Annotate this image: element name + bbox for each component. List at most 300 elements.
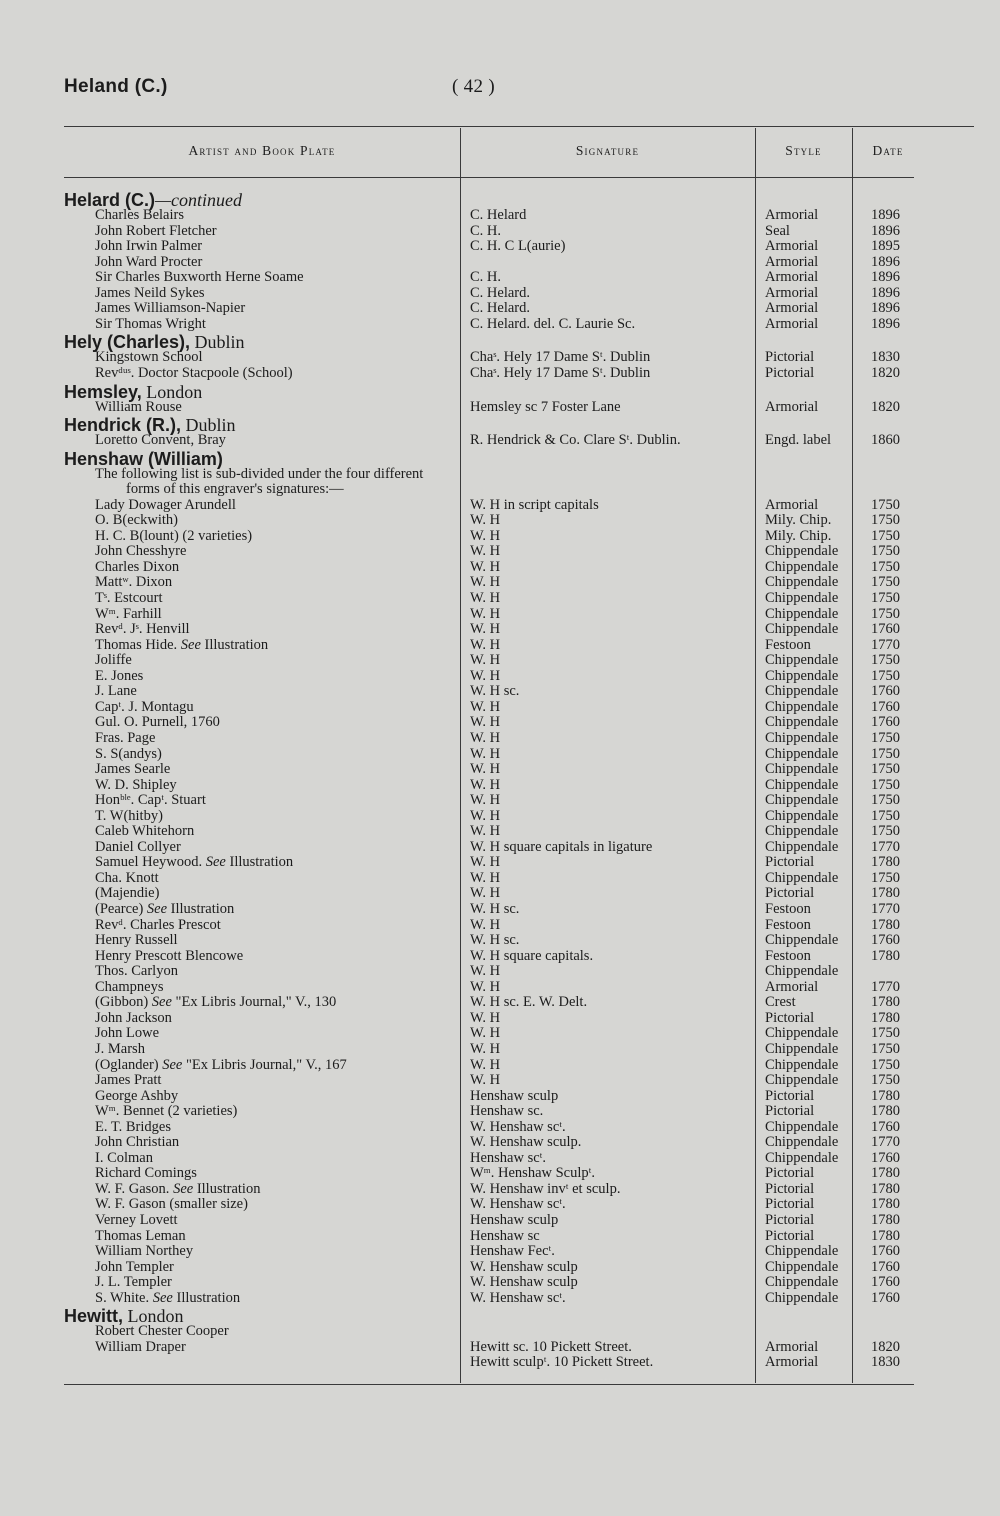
style-cell: Chippendale xyxy=(765,558,839,575)
signature-cell: Henshaw sc. xyxy=(470,1103,544,1120)
style-cell: Chippendale xyxy=(765,745,839,762)
table-row xyxy=(0,902,1000,917)
book-plate-owner: John Irwin Palmer xyxy=(95,238,203,255)
signature-cell: W. H xyxy=(470,590,501,606)
book-plate-owner: Sir Thomas Wright xyxy=(95,315,206,332)
table-row xyxy=(0,622,1000,637)
style-cell: Chippendale xyxy=(765,869,839,886)
table-row xyxy=(0,886,1000,901)
date-cell: 1780 xyxy=(871,1087,900,1104)
date-cell: 1780 xyxy=(871,916,900,933)
date-cell: 1750 xyxy=(871,543,900,560)
signature-cell: W. H xyxy=(470,963,501,980)
style-cell: Chippendale xyxy=(765,963,839,980)
signature-cell: Henshaw sc xyxy=(470,1227,540,1244)
table-row xyxy=(0,669,1000,684)
engraver-heading-suffix: Dublin xyxy=(190,332,245,353)
signature-cell: Wᵐ. Henshaw Sculpᵗ. xyxy=(470,1165,596,1182)
table-row xyxy=(0,317,1000,332)
date-cell: 1750 xyxy=(871,745,900,762)
table-row xyxy=(0,980,1000,995)
signature-cell: W. H xyxy=(470,558,501,575)
table-row xyxy=(0,1166,1000,1181)
book-plate-owner: Wᵐ. Farhill xyxy=(95,605,162,622)
style-cell: Chippendale xyxy=(765,1289,839,1306)
book-plate-owner: William Northey xyxy=(95,1243,194,1260)
book-plate-owner: Thos. Carlyon xyxy=(95,963,178,980)
date-cell: 1780 xyxy=(871,854,900,871)
table-row xyxy=(0,700,1000,715)
book-plate-owner: E. Jones xyxy=(95,667,144,684)
book-plate-owner: Kingstown School xyxy=(95,349,203,366)
style-cell: Pictorial xyxy=(765,1227,815,1244)
signature-cell: C. Helard xyxy=(470,207,527,223)
date-cell: 1750 xyxy=(871,1056,900,1073)
date-cell: 1820 xyxy=(871,364,900,381)
signature-cell: W. H sc. xyxy=(470,932,520,949)
list-note: The following list is sub-divided under the four different xyxy=(95,465,424,482)
date-cell: 1780 xyxy=(871,1196,900,1213)
table-row xyxy=(0,855,1000,870)
style-cell: Chippendale xyxy=(765,823,839,840)
table-row xyxy=(0,1244,1000,1259)
signature-cell: W. H xyxy=(470,714,501,731)
table-row xyxy=(0,1089,1000,1104)
table-row xyxy=(0,840,1000,855)
date-cell: 1780 xyxy=(871,1227,900,1244)
signature-cell: W. Henshaw scᵗ. xyxy=(470,1118,566,1135)
table-row xyxy=(0,433,1000,448)
date-cell: 1780 xyxy=(871,947,900,964)
book-plate-owner: (Gibbon) See "Ex Libris Journal," V., 130 xyxy=(95,994,337,1011)
table-row xyxy=(0,1182,1000,1197)
style-cell: Seal xyxy=(765,222,790,239)
date-cell: 1760 xyxy=(871,714,900,731)
date-cell: 1770 xyxy=(871,978,900,995)
signature-cell: W. H xyxy=(470,1072,501,1089)
signature-cell: W. Henshaw sculp xyxy=(470,1258,578,1275)
header-rule xyxy=(64,177,914,178)
signature-cell: C. H. xyxy=(470,269,502,286)
date-cell: 1750 xyxy=(871,729,900,746)
signature-cell: W. H xyxy=(470,1025,501,1042)
engraver-heading: Hewitt, London xyxy=(64,1306,184,1327)
style-cell: Chippendale xyxy=(765,807,839,824)
style-cell: Festoon xyxy=(765,947,811,964)
book-plate-owner: S. S(andys) xyxy=(95,745,162,762)
style-cell: Pictorial xyxy=(765,1196,815,1213)
style-cell: Chippendale xyxy=(765,776,839,793)
signature-cell: Henshaw sculp xyxy=(470,1212,559,1228)
date-cell: 1760 xyxy=(871,1258,900,1275)
table-row xyxy=(0,286,1000,301)
table-row xyxy=(0,255,1000,270)
date-cell: 1780 xyxy=(871,994,900,1011)
book-plate-owner: Henry Russell xyxy=(95,932,178,949)
engraver-heading: Hendrick (R.), Dublin xyxy=(64,415,236,436)
style-cell: Mily. Chip. xyxy=(765,527,832,544)
signature-cell: W. H xyxy=(470,1040,501,1057)
table-row xyxy=(0,208,1000,223)
book-plate-owner: Capᵗ. J. Montagu xyxy=(95,698,194,715)
date-cell: 1820 xyxy=(871,1338,900,1355)
table-row xyxy=(0,544,1000,559)
table-row xyxy=(0,1275,1000,1290)
style-cell: Chippendale xyxy=(765,1243,839,1260)
table-row xyxy=(0,1291,1000,1306)
signature-cell: W. H square capitals. xyxy=(470,947,594,964)
style-cell: Chippendale xyxy=(765,1134,839,1151)
style-cell: Festoon xyxy=(765,916,811,933)
book-plate-owner: W. F. Gason (smaller size) xyxy=(95,1196,248,1213)
date-cell: 1895 xyxy=(871,238,900,255)
table-row xyxy=(0,1324,1000,1339)
book-plate-owner: John Christian xyxy=(95,1134,180,1151)
signature-cell: W. H xyxy=(470,512,501,529)
engraver-heading-suffix: London xyxy=(123,1306,184,1327)
book-plate-owner: James Williamson-Napier xyxy=(95,300,246,317)
date-cell: 1760 xyxy=(871,1243,900,1260)
signature-cell: Chaˢ. Hely 17 Dame Sᵗ. Dublin xyxy=(470,364,651,381)
style-cell: Armorial xyxy=(765,398,819,415)
book-plate-owner: John Robert Fletcher xyxy=(95,222,217,239)
book-plate-owner: Cha. Knott xyxy=(95,869,159,886)
date-cell: 1750 xyxy=(871,574,900,591)
style-cell: Armorial xyxy=(765,253,819,270)
date-cell: 1780 xyxy=(871,1180,900,1197)
date-cell: 1750 xyxy=(871,869,900,886)
book-plate-owner: J. Marsh xyxy=(95,1040,145,1057)
style-cell: Chippendale xyxy=(765,1072,839,1089)
style-cell: Chippendale xyxy=(765,605,839,622)
signature-cell: W. Henshaw sculp. xyxy=(470,1134,582,1151)
style-cell: Armorial xyxy=(765,1354,819,1371)
book-plate-owner: Daniel Collyer xyxy=(95,838,181,855)
see-reference: See xyxy=(146,901,168,917)
book-plate-owner: Tˢ. Estcourt xyxy=(95,590,163,606)
signature-cell: W. H in script capitals xyxy=(470,496,599,513)
list-note: forms of this engraver's signatures:— xyxy=(126,481,344,498)
book-plate-owner: Sir Charles Buxworth Herne Soame xyxy=(95,269,304,286)
date-cell: 1760 xyxy=(871,683,900,700)
signature-cell: Hewitt sc. 10 Pickett Street. xyxy=(470,1338,632,1355)
table-row xyxy=(0,575,1000,590)
table-row xyxy=(0,1151,1000,1166)
date-cell: 1750 xyxy=(871,792,900,809)
signature-cell: W. Henshaw sculp xyxy=(470,1274,578,1291)
engraver-heading-suffix: —continued xyxy=(155,190,243,210)
signature-cell: W. H square capitals in ligature xyxy=(470,838,653,855)
signature-cell: W. H xyxy=(470,652,501,669)
signature-cell: W. H xyxy=(470,761,501,778)
signature-cell: W. H xyxy=(470,823,501,840)
signature-cell: Hewitt sculpᵗ. 10 Pickett Street. xyxy=(470,1354,654,1371)
date-cell: 1750 xyxy=(871,1040,900,1057)
book-plate-owner: John Lowe xyxy=(95,1025,160,1042)
book-plate-owner: Mattʷ. Dixon xyxy=(95,574,173,591)
table-row xyxy=(0,270,1000,285)
signature-cell: C. Helard. xyxy=(470,300,530,317)
table-row xyxy=(0,1197,1000,1212)
see-reference: See xyxy=(152,1289,173,1306)
book-plate-owner: E. T. Bridges xyxy=(95,1118,171,1135)
signature-cell: Chaˢ. Hely 17 Dame Sᵗ. Dublin xyxy=(470,349,651,366)
date-cell: 1760 xyxy=(871,698,900,715)
date-cell: 1830 xyxy=(871,349,900,366)
style-cell: Chippendale xyxy=(765,932,839,949)
running-head: Heland (C.) xyxy=(64,76,168,97)
date-cell: 1896 xyxy=(871,269,900,286)
table-row xyxy=(0,871,1000,886)
style-cell: Chippendale xyxy=(765,683,839,700)
signature-cell: W. H xyxy=(470,527,501,544)
book-plate-owner: John Templer xyxy=(95,1258,174,1275)
signature-cell: W. H sc. E. W. Delt. xyxy=(470,994,588,1011)
book-plate-owner: Gul. O. Purnell, 1760 xyxy=(95,714,220,731)
table-row xyxy=(0,400,1000,415)
column-header-signature: Signature xyxy=(575,143,640,158)
date-cell: 1896 xyxy=(871,300,900,317)
table-row xyxy=(0,607,1000,622)
date-cell: 1750 xyxy=(871,512,900,529)
style-cell: Mily. Chip. xyxy=(765,512,832,529)
page-number: ( 42 ) xyxy=(452,76,495,97)
signature-cell: W. H xyxy=(470,729,501,746)
table-row xyxy=(0,1042,1000,1057)
book-plate-owner: (Pearce) See Illustration xyxy=(95,901,235,917)
table-row xyxy=(0,467,1000,482)
book-plate-owner: Champneys xyxy=(95,978,164,995)
style-cell: Chippendale xyxy=(765,1274,839,1291)
style-cell: Chippendale xyxy=(765,590,839,606)
style-cell: Chippendale xyxy=(765,652,839,669)
table-row xyxy=(0,450,1000,468)
book-plate-owner: Caleb Whitehorn xyxy=(95,823,195,840)
book-plate-owner: Lady Dowager Arundell xyxy=(95,496,236,513)
table-row xyxy=(0,793,1000,808)
column-header-style: Style xyxy=(785,143,822,158)
style-cell: Chippendale xyxy=(765,621,839,638)
table-row xyxy=(0,824,1000,839)
signature-cell: W. H xyxy=(470,1056,501,1073)
style-cell: Pictorial xyxy=(765,1009,815,1026)
style-cell: Armorial xyxy=(765,496,819,513)
bottom-rule xyxy=(64,1384,914,1385)
date-cell: 1780 xyxy=(871,885,900,902)
date-cell: 1760 xyxy=(871,932,900,949)
column-header-date: Date xyxy=(872,143,904,158)
signature-cell: W. Henshaw invᵗ et sculp. xyxy=(470,1180,621,1197)
date-cell: 1860 xyxy=(871,432,900,449)
date-cell: 1750 xyxy=(871,496,900,513)
signature-cell: Hemsley sc 7 Foster Lane xyxy=(470,398,621,415)
date-cell: 1750 xyxy=(871,652,900,669)
table-row xyxy=(0,995,1000,1010)
style-cell: Festoon xyxy=(765,901,811,917)
see-reference: See xyxy=(151,994,172,1011)
style-cell: Engd. label xyxy=(765,432,832,449)
style-cell: Chippendale xyxy=(765,1118,839,1135)
signature-cell: W. H xyxy=(470,698,501,715)
table-row xyxy=(0,366,1000,381)
book-plate-owner: John Jackson xyxy=(95,1009,172,1026)
book-plate-owner: J. Lane xyxy=(95,683,137,700)
table-row xyxy=(0,638,1000,653)
signature-cell: W. H xyxy=(470,885,501,902)
style-cell: Pictorial xyxy=(765,885,815,902)
style-cell: Armorial xyxy=(765,284,819,301)
date-cell: 1780 xyxy=(871,1009,900,1026)
date-cell: 1830 xyxy=(871,1354,900,1371)
book-plate-owner: Revᵈᵘˢ. Doctor Stacpoole (School) xyxy=(95,364,293,381)
date-cell: 1820 xyxy=(871,398,900,415)
table-row xyxy=(0,1026,1000,1041)
table-row xyxy=(0,762,1000,777)
table-row xyxy=(0,383,1000,401)
book-plate-owner: J. L. Templer xyxy=(95,1274,172,1291)
table-row xyxy=(0,498,1000,513)
style-cell: Chippendale xyxy=(765,698,839,715)
style-cell: Armorial xyxy=(765,1338,819,1355)
book-plate-owner: Charles Belairs xyxy=(95,207,184,223)
table-row xyxy=(0,1229,1000,1244)
signature-cell: W. H sc. xyxy=(470,901,520,917)
book-plate-owner: William Rouse xyxy=(95,398,182,415)
style-cell: Crest xyxy=(765,994,796,1011)
table-row xyxy=(0,747,1000,762)
table-row xyxy=(0,1135,1000,1150)
style-cell: Chippendale xyxy=(765,574,839,591)
signature-cell: W. H xyxy=(470,621,501,638)
book-plate-owner: John Chesshyre xyxy=(95,543,187,560)
table-row xyxy=(0,731,1000,746)
style-cell: Chippendale xyxy=(765,761,839,778)
signature-cell: W. H xyxy=(470,605,501,622)
table-row xyxy=(0,529,1000,544)
date-cell: 1770 xyxy=(871,636,900,653)
book-plate-owner: James Searle xyxy=(95,761,171,778)
signature-cell: C. H. xyxy=(470,222,502,239)
date-cell: 1750 xyxy=(871,1072,900,1089)
table-row xyxy=(0,949,1000,964)
table-row xyxy=(0,1213,1000,1228)
book-plate-owner: John Ward Procter xyxy=(95,253,203,270)
date-cell: 1750 xyxy=(871,558,900,575)
style-cell: Pictorial xyxy=(765,1087,815,1104)
table-row xyxy=(0,778,1000,793)
date-cell: 1770 xyxy=(871,838,900,855)
book-plate-owner: Robert Chester Cooper xyxy=(95,1323,229,1340)
see-reference: See xyxy=(205,854,226,871)
book-plate-owner: Honᵇˡᵉ. Capᵗ. Stuart xyxy=(95,792,206,809)
table-row xyxy=(0,964,1000,979)
date-cell: 1896 xyxy=(871,315,900,332)
signature-cell: W. H xyxy=(470,1009,501,1026)
signature-cell: Henshaw Fecᵗ. xyxy=(470,1243,555,1260)
date-cell: 1760 xyxy=(871,1149,900,1166)
date-cell: 1780 xyxy=(871,1165,900,1182)
signature-cell: Henshaw sculp xyxy=(470,1087,559,1104)
style-cell: Pictorial xyxy=(765,1180,815,1197)
signature-cell: W. H xyxy=(470,978,501,995)
style-cell: Chippendale xyxy=(765,792,839,809)
engraver-heading-suffix: London xyxy=(141,381,203,402)
date-cell: 1780 xyxy=(871,1212,900,1228)
book-plate-owner: Joliffe xyxy=(95,652,132,669)
style-cell: Pictorial xyxy=(765,1212,815,1228)
style-cell: Pictorial xyxy=(765,854,815,871)
book-plate-owner: W. F. Gason. See Illustration xyxy=(95,1180,261,1197)
book-plate-owner: Henry Prescott Blencowe xyxy=(95,947,244,964)
table-row xyxy=(0,560,1000,575)
table-row xyxy=(0,1104,1000,1119)
book-plate-owner: H. C. B(lount) (2 varieties) xyxy=(95,527,253,544)
style-cell: Chippendale xyxy=(765,667,839,684)
book-plate-owner: Revᵈ. Charles Prescot xyxy=(95,916,221,933)
style-cell: Chippendale xyxy=(765,729,839,746)
signature-cell: W. H xyxy=(470,745,501,762)
book-plate-owner: Loretto Convent, Bray xyxy=(95,432,226,449)
date-cell: 1770 xyxy=(871,1134,900,1151)
book-plate-owner: (Oglander) See "Ex Libris Journal," V., 167 xyxy=(95,1056,347,1073)
table-row xyxy=(0,1355,1000,1370)
style-cell: Armorial xyxy=(765,978,819,995)
book-plate-owner: Charles Dixon xyxy=(95,558,180,575)
book-plate-owner: Fras. Page xyxy=(95,729,156,746)
book-plate-owner: O. B(eckwith) xyxy=(95,512,178,529)
date-cell: 1750 xyxy=(871,807,900,824)
date-cell: 1750 xyxy=(871,776,900,793)
table-row xyxy=(0,809,1000,824)
table-row xyxy=(0,684,1000,699)
book-plate-owner: Samuel Heywood. See Illustration xyxy=(95,854,294,871)
date-cell: 1750 xyxy=(871,823,900,840)
engraver-heading: Hemsley, London xyxy=(64,381,203,402)
date-cell: 1750 xyxy=(871,1025,900,1042)
date-cell: 1750 xyxy=(871,667,900,684)
table-row xyxy=(0,933,1000,948)
book-plate-owner: S. White. See Illustration xyxy=(95,1289,241,1306)
table-row xyxy=(0,918,1000,933)
column-header-artist: Artist and Book Plate xyxy=(188,143,336,158)
signature-cell: C. Helard. del. C. Laurie Sc. xyxy=(470,315,636,332)
table-row xyxy=(0,653,1000,668)
style-cell: Pictorial xyxy=(765,1103,815,1120)
book-plate-owner: Revᵈ. Jˢ. Henvill xyxy=(95,621,190,638)
style-cell: Armorial xyxy=(765,269,819,286)
date-cell: 1896 xyxy=(871,253,900,270)
signature-cell: R. Hendrick & Co. Clare Sᵗ. Dublin. xyxy=(470,432,681,449)
signature-cell: W. H xyxy=(470,869,501,886)
table-row xyxy=(0,1073,1000,1088)
signature-cell: W. Henshaw scᵗ. xyxy=(470,1196,566,1213)
table-row xyxy=(0,591,1000,606)
table-row xyxy=(0,350,1000,365)
signature-cell: W. H xyxy=(470,916,501,933)
table-row xyxy=(0,239,1000,254)
signature-cell: W. H xyxy=(470,792,501,809)
table-row xyxy=(0,482,1000,497)
book-plate-owner: W. D. Shipley xyxy=(95,776,177,793)
style-cell: Chippendale xyxy=(765,543,839,560)
table-row xyxy=(0,513,1000,528)
signature-cell: W. H xyxy=(470,807,501,824)
style-cell: Chippendale xyxy=(765,1040,839,1057)
style-cell: Pictorial xyxy=(765,364,815,381)
style-cell: Chippendale xyxy=(765,1258,839,1275)
style-cell: Chippendale xyxy=(765,838,839,855)
engraver-heading-suffix: Dublin xyxy=(181,415,236,436)
